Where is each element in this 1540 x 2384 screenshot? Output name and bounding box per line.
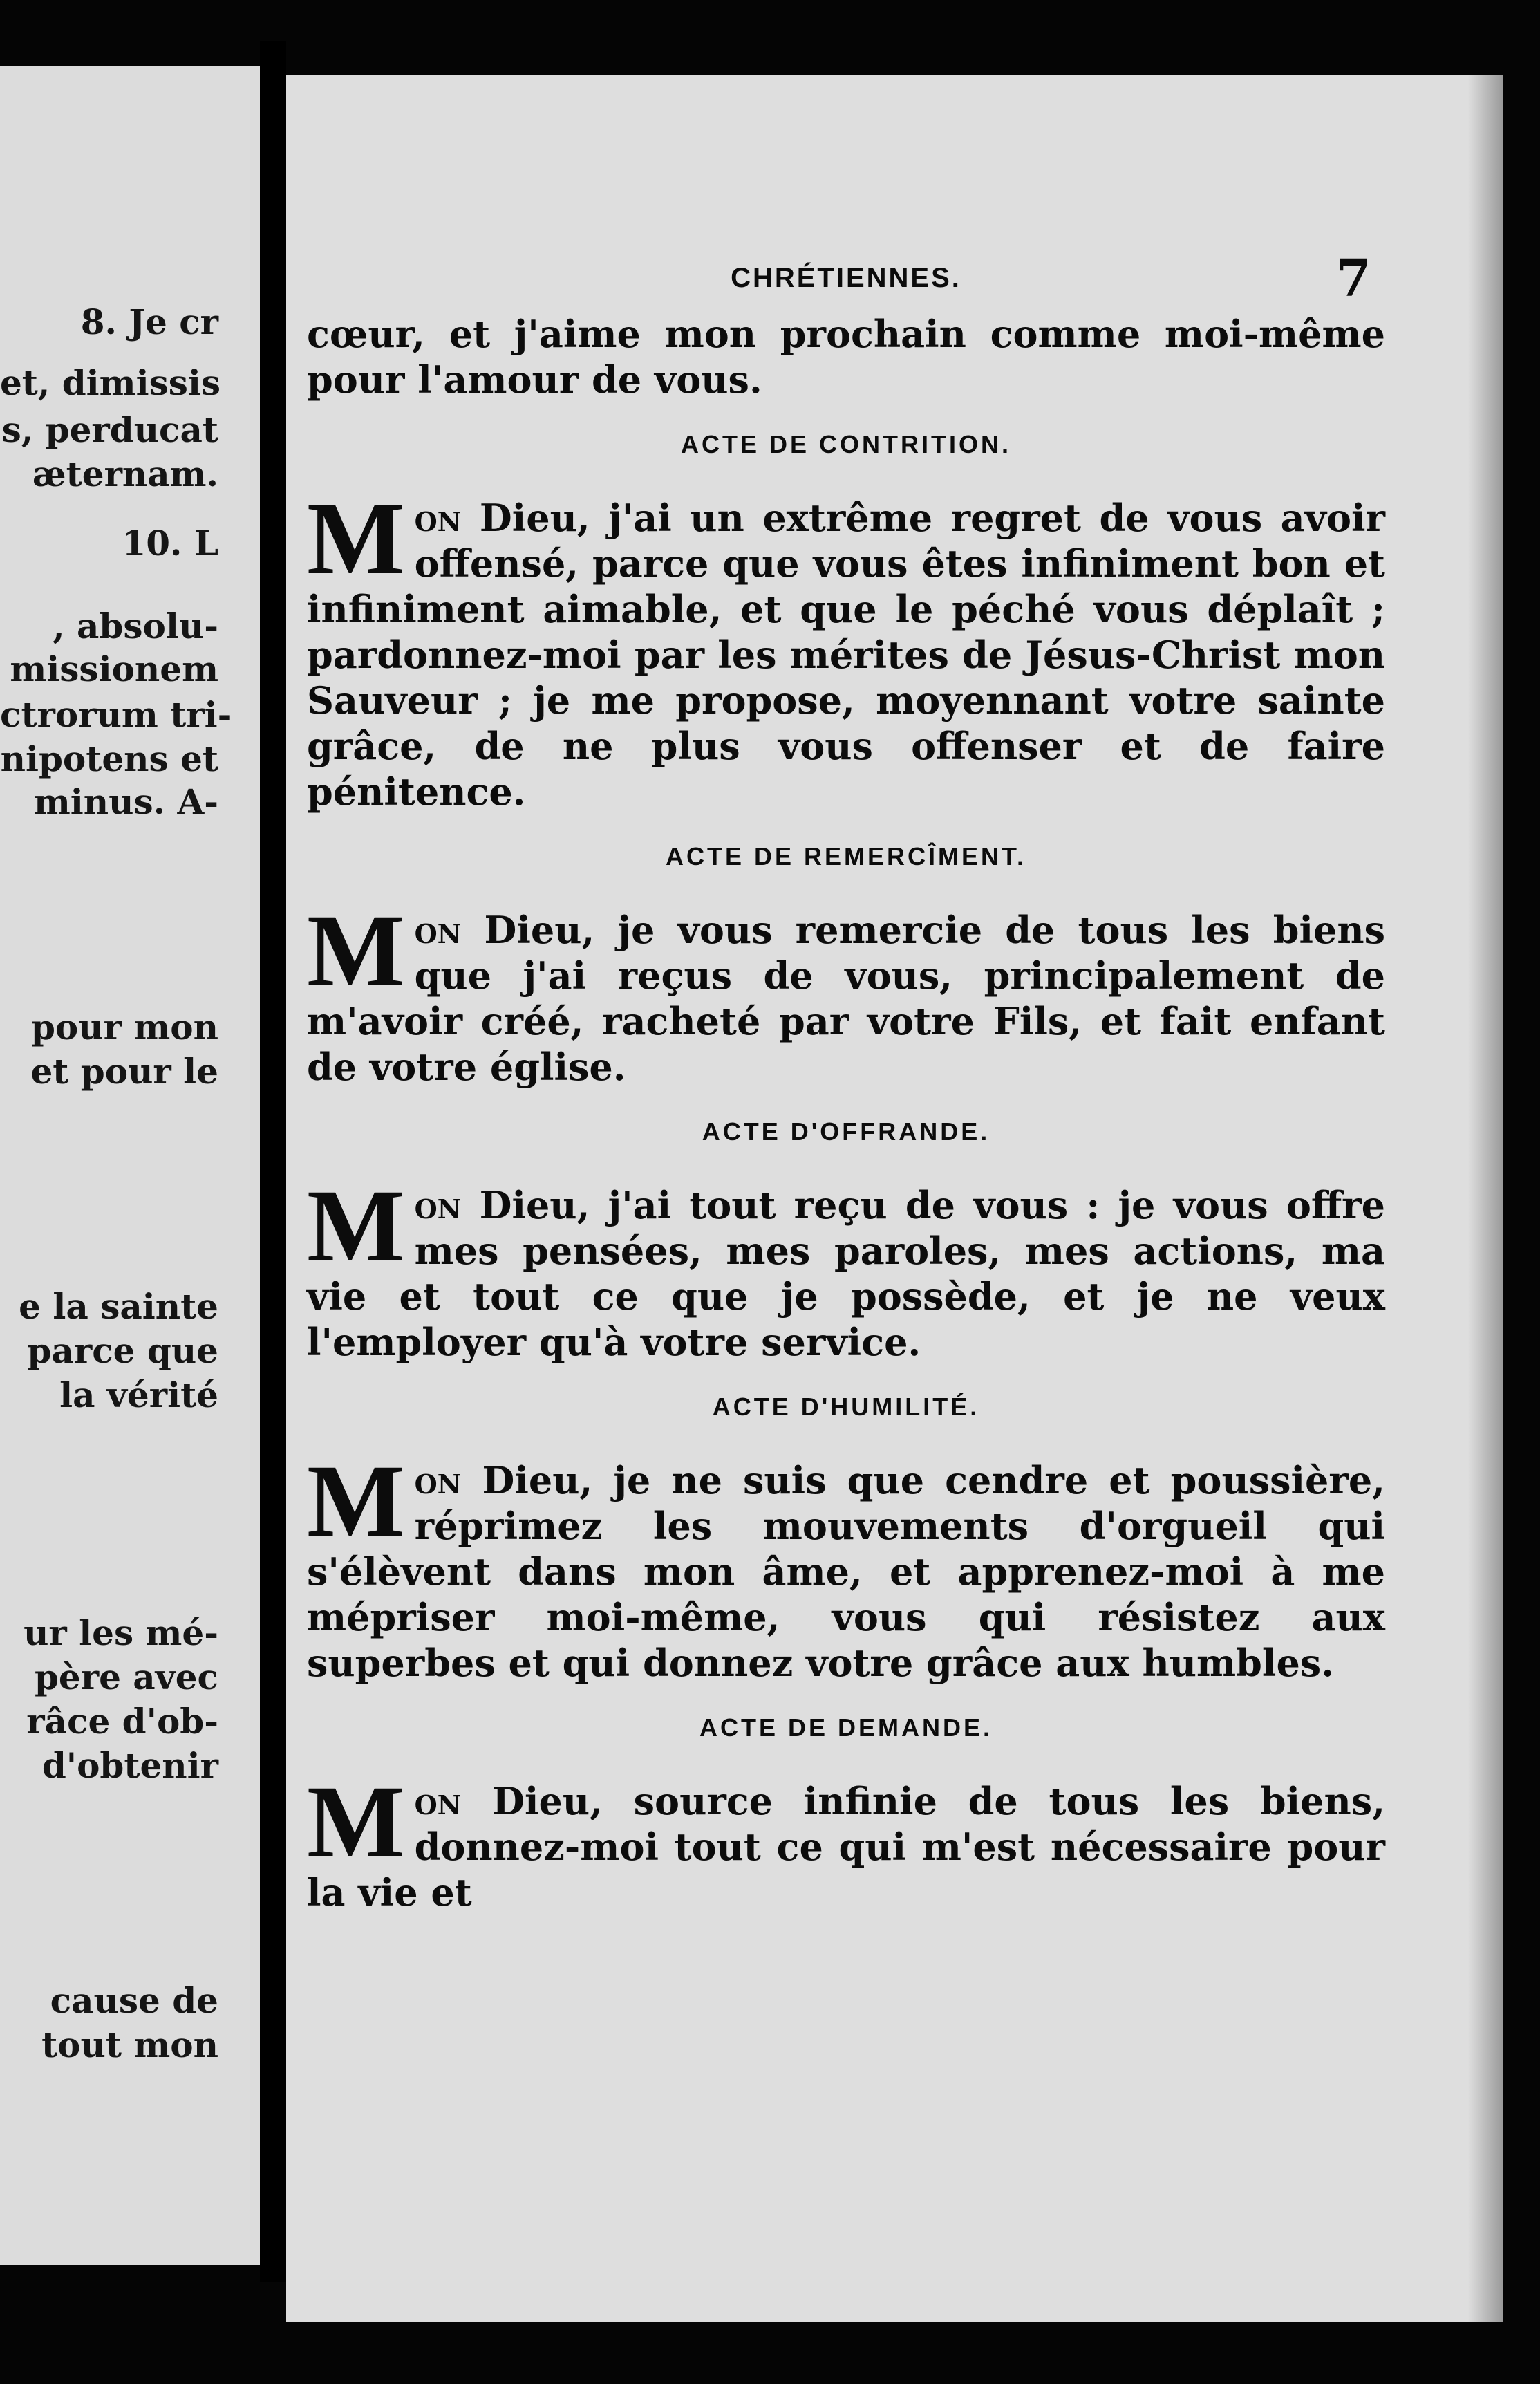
page-number: 7 xyxy=(1335,249,1371,308)
left-page-line: e la sainte xyxy=(19,1286,218,1327)
drop-cap: M xyxy=(307,893,405,1008)
book-gutter xyxy=(260,41,286,2282)
running-title: CHRÉTIENNES. xyxy=(731,263,961,293)
drop-cap: M xyxy=(307,1764,405,1879)
left-page-line: et, dimissis xyxy=(0,362,221,403)
small-caps-word: on xyxy=(414,1183,462,1227)
left-page-line: tout mon xyxy=(41,2024,218,2065)
left-page-line: pour mon xyxy=(30,1007,218,1047)
prayer-text: Dieu, je vous remercie de tous les biens que j'ai reçus de vous, principalement de m'avoir créé, racheté par votre Fils, et fait enfant de votre église. xyxy=(307,908,1385,1089)
left-page xyxy=(0,66,260,2265)
section-heading: ACTE DE DEMANDE. xyxy=(699,1713,993,1742)
prayer-paragraph xyxy=(307,1168,1385,1365)
small-caps-word: on xyxy=(414,1779,462,1823)
running-head xyxy=(307,249,1385,311)
prayer-text: Dieu, source infinie de tous les biens, donnez-moi tout ce qui m'est nécessaire pour la vie et xyxy=(307,1779,1385,1915)
drop-cap: M xyxy=(307,1168,405,1283)
drop-cap: M xyxy=(307,481,405,596)
left-page-line: 8. Je cr xyxy=(80,301,218,342)
left-page-line: d'obtenir xyxy=(41,1745,218,1786)
section-heading: ACTE D'OFFRANDE. xyxy=(702,1117,990,1146)
section-heading: ACTE DE CONTRITION. xyxy=(681,430,1011,458)
left-page-line: parce que xyxy=(27,1330,218,1371)
prayer-text: Dieu, j'ai un extrême regret de vous avoir offensé, parce que vous êtes infiniment bon et infiniment aimable, et que le péché vous déplaît ; pardonnez-moi par les mérites de Jésus-Christ mon Sauveur ; je me propose, moyennant votre sainte grâce, de ne plus vous offenser et de faire pénitence. xyxy=(307,496,1385,814)
left-page-line: s, perducat xyxy=(1,409,218,450)
left-page-line: ur les mé- xyxy=(24,1612,218,1653)
left-page-line: 10. L xyxy=(122,523,218,564)
prayer-paragraph xyxy=(307,1444,1385,1686)
page-edge-shadow xyxy=(1468,75,1503,2322)
left-page-line: père avec xyxy=(34,1657,218,1697)
left-page-line: ctrorum tri- xyxy=(0,694,232,735)
page-content xyxy=(307,249,1385,1915)
left-page-line: missionem xyxy=(10,649,218,689)
left-page-line: , absolu- xyxy=(53,606,218,646)
left-page-line: la vérité xyxy=(59,1375,218,1415)
prayer-text: Dieu, j'ai tout reçu de vous : je vous offre mes pensées, mes paroles, mes actions, ma vie et tout ce que je possède, et je ne veux l'employer qu'à votre service. xyxy=(307,1183,1385,1364)
left-page-line: et pour le xyxy=(30,1051,218,1092)
drop-cap: M xyxy=(307,1444,405,1558)
left-page-line: minus. A- xyxy=(33,781,218,822)
small-caps-word: on xyxy=(414,496,462,540)
section-heading: ACTE D'HUMILITÉ. xyxy=(712,1393,980,1421)
prayer-paragraph xyxy=(307,1764,1385,1915)
prayer-paragraph xyxy=(307,481,1385,814)
left-page-line: cause de xyxy=(50,1980,218,2021)
prayer-text: Dieu, je ne suis que cendre et poussière, réprimez les mouvements d'orgueil qui s'élèvent dans mon âme, et apprenez-moi à me mépriser moi-même, vous qui résistez aux superbes et qui donnez votre grâce aux humbles. xyxy=(307,1458,1385,1685)
opening-paragraph: cœur, et j'aime mon prochain comme moi-même pour l'amour de vous. xyxy=(307,312,1385,402)
prayer-paragraph xyxy=(307,893,1385,1090)
left-page-line: æternam. xyxy=(32,454,218,494)
small-caps-word: on xyxy=(414,908,462,952)
section-heading: ACTE DE REMERCÎMENT. xyxy=(665,842,1027,870)
left-page-line: râce d'ob- xyxy=(26,1701,218,1742)
left-page-line: nipotens et xyxy=(0,738,218,779)
small-caps-word: on xyxy=(414,1458,462,1502)
